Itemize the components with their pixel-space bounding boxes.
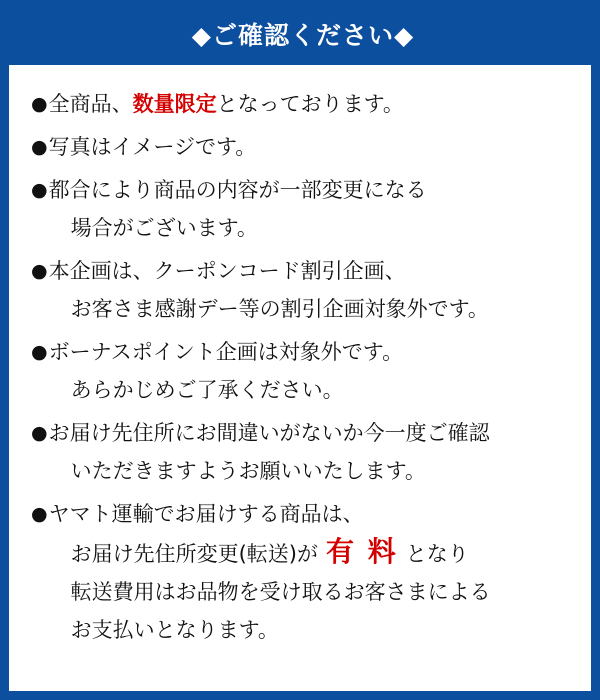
- notice-item: [31, 85, 571, 123]
- notice-item: [31, 414, 571, 490]
- notice-text: [49, 495, 571, 649]
- notice-line: [49, 290, 571, 328]
- plain-text: お届け先住所変更(転送)が: [70, 542, 318, 566]
- notice-line: [49, 452, 571, 490]
- notice-item: [31, 495, 571, 649]
- plain-text: 転送費用はお品物を受け取るお客さまによる: [70, 580, 491, 604]
- notice-text: [49, 128, 571, 166]
- notice-line: [49, 573, 571, 611]
- notice-line: [49, 209, 571, 247]
- notice-line: [49, 371, 571, 409]
- notice-item: [31, 128, 571, 166]
- bullet-icon: ●: [31, 422, 48, 444]
- notice-inner-frame: [6, 6, 594, 694]
- notice-line: [49, 333, 571, 371]
- plain-text: 全商品、: [48, 92, 133, 116]
- notice-line: [49, 128, 571, 166]
- banner-header: [3, 3, 600, 65]
- notice-item: [31, 252, 571, 328]
- notice-item: [31, 171, 571, 247]
- plain-text: 場合がございます。: [70, 216, 258, 240]
- bullet-icon: ●: [31, 341, 48, 363]
- notice-text: [49, 252, 571, 328]
- plain-text: となっております。: [216, 92, 404, 116]
- notice-line: [49, 611, 571, 649]
- notice-text: [49, 85, 571, 123]
- plain-text: 写真はイメージです。: [48, 135, 257, 159]
- notice-item: [31, 333, 571, 409]
- notice-list: [9, 71, 591, 691]
- notice-line: [49, 85, 571, 123]
- plain-text: あらかじめご了承ください。: [70, 378, 344, 402]
- bullet-icon: ●: [31, 260, 48, 282]
- notice-line: [49, 252, 571, 290]
- notice-line: [49, 533, 571, 573]
- notice-text: [49, 333, 571, 409]
- plain-text: 都合により商品の内容が一部変更になる: [48, 178, 427, 202]
- bullet-icon: ●: [31, 503, 48, 525]
- notice-line: [49, 495, 571, 533]
- plain-text: ボーナスポイント企画は対象外です。: [48, 340, 404, 364]
- plain-text: いただきますようお願いいたします。: [70, 459, 426, 483]
- notice-text: [49, 171, 571, 247]
- plain-text: お届け先住所にお間違いがないか今一度ご確認: [48, 421, 490, 445]
- emphasis-text: 有 料: [325, 535, 398, 568]
- bullet-icon: ●: [31, 136, 48, 158]
- plain-text: となり: [405, 542, 469, 566]
- plain-text: お支払いとなります。: [70, 618, 279, 642]
- notice-line: [49, 414, 571, 452]
- plain-text: お客さま感謝デー等の割引企画対象外です。: [70, 297, 489, 321]
- notice-line: [49, 171, 571, 209]
- page-title: ◆ご確認ください◆: [191, 21, 415, 50]
- highlight-text: 数量限定: [132, 92, 217, 116]
- plain-text: ヤマト運輸でお届けする商品は、: [48, 502, 364, 526]
- notice-text: [49, 414, 571, 490]
- bullet-icon: ●: [31, 93, 48, 115]
- bullet-icon: ●: [31, 179, 48, 201]
- plain-text: 本企画は、クーポンコード割引企画、: [48, 259, 406, 283]
